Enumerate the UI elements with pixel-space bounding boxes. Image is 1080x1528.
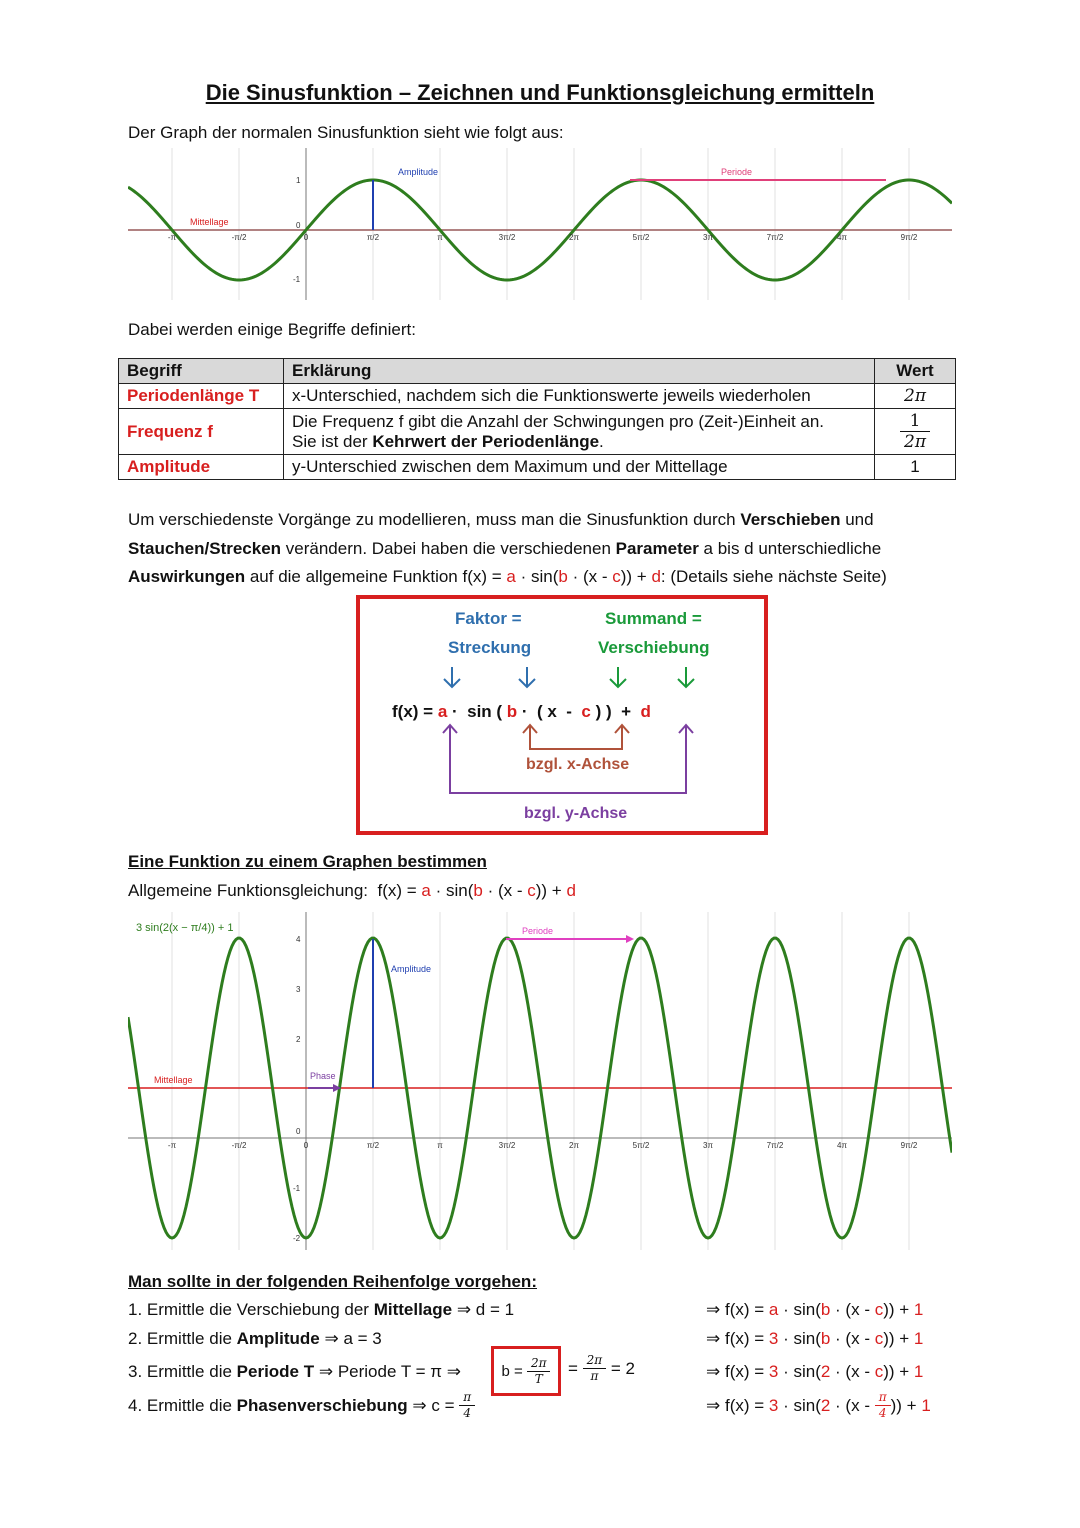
s2p-bold: Amplitude (236, 1329, 320, 1348)
formula-mid3: ) ) + (590, 702, 641, 721)
graph2-periode-label: Periode (522, 926, 554, 936)
explanation-frequenz-line2-pre: Sie ist der (292, 431, 373, 451)
r1-a: a (768, 1300, 779, 1319)
r4-pre: ⇒ f(x) = (706, 1395, 769, 1415)
s2-c: c (527, 881, 536, 900)
r3-b: 2 (820, 1362, 831, 1381)
graph2-ytick-3: 3 (296, 985, 301, 994)
para-l1a: Um verschiedenste Vorgänge zu modellieren, muss man die Sinusfunktion durch (128, 510, 741, 529)
value-frequenz-den: 2π (904, 432, 926, 452)
r3-m1: · sin( (778, 1362, 821, 1381)
graph2-ytick-0: 0 (296, 1127, 301, 1136)
graph1-ytick-1: 1 (296, 176, 301, 185)
step-3-b-formula-box (491, 1346, 561, 1396)
s4-bold: Phasenverschiebung (236, 1395, 408, 1415)
sine-graph-normal (128, 148, 952, 300)
result-4 (706, 1390, 931, 1421)
graph1-ytick-minus1: -1 (293, 275, 301, 284)
s4-num: π (459, 1390, 475, 1406)
step-3 (128, 1362, 461, 1382)
page-title: Die Sinusfunktion – Zeichnen und Funktionsgleichung ermitteln (205, 80, 875, 105)
r3-pre: ⇒ f(x) = (706, 1362, 769, 1381)
graph1-grid (172, 148, 909, 300)
section2-heading: Eine Funktion zu einem Graphen bestimmen (128, 852, 487, 871)
r2-m2: · (x - (830, 1329, 875, 1348)
formula-d: d (640, 702, 651, 721)
graph1-x-ticks (168, 233, 918, 242)
formula-c: c (581, 702, 591, 721)
r4-d: 1 (921, 1395, 931, 1415)
graph2-function-label: 3 sin(2(x − π/4)) + 1 (136, 922, 234, 934)
streckung-label: Streckung (448, 638, 532, 657)
x-tick-label: 0 (303, 1141, 309, 1150)
r4-m2: · (x - (830, 1395, 875, 1415)
x-tick-label: π/2 (366, 1141, 380, 1150)
parameter-paragraph (128, 506, 948, 592)
definitions-table (118, 358, 956, 480)
s3-eq-den: π (590, 1369, 599, 1383)
x-tick-label: -π (167, 1141, 177, 1150)
r1-d: 1 (913, 1300, 924, 1319)
s2-mid2: · (x - (482, 881, 528, 900)
value-frequenz-num: 1 (900, 411, 930, 432)
x-tick-label: -π/2 (231, 233, 247, 242)
para-l1c: und (840, 510, 874, 529)
table-row (119, 409, 956, 455)
para-param-b: b (558, 567, 568, 586)
x-tick-label: 9π/2 (900, 233, 918, 242)
r4-c-den: 4 (878, 1406, 887, 1420)
x-tick-label: 3π/2 (498, 233, 516, 242)
formula-mid1: · sin ( (447, 702, 507, 721)
s2p-pre: 2. Ermittle die (128, 1329, 237, 1348)
header-wert: Wert (875, 359, 956, 384)
r3-m2: · (x - (830, 1362, 875, 1381)
intro-text: Der Graph der normalen Sinusfunktion sieht wie folgt aus: (128, 123, 564, 142)
verschiebung-label: Verschiebung (598, 638, 710, 657)
r3-d: 1 (913, 1362, 924, 1381)
faktor-label: Faktor = (455, 609, 522, 628)
s3-bold: Periode T (236, 1362, 315, 1381)
s3-pre: 3. Ermittle die (128, 1362, 237, 1381)
result-1 (706, 1300, 923, 1320)
s3-eq-num: 2π (583, 1353, 607, 1369)
r2-a: 3 (768, 1329, 779, 1348)
r4-m3: )) + (890, 1395, 922, 1415)
section2-general-formula (128, 881, 576, 901)
s2p-post: ⇒ a = 3 (319, 1329, 382, 1348)
table-row (119, 455, 956, 480)
r1-pre: ⇒ f(x) = (706, 1300, 769, 1319)
graph1-amplitude-label: Amplitude (398, 167, 439, 177)
para-param-a: a (506, 567, 516, 586)
x-tick-label: 7π/2 (766, 1141, 784, 1150)
x-tick-label: 4π (837, 1141, 847, 1150)
explanation-frequenz-line2-post: . (599, 431, 604, 451)
para-l3a: Auswirkungen (128, 567, 246, 586)
r1-m1: · sin( (778, 1300, 821, 1319)
s3-box-den: T (534, 1371, 543, 1386)
x-tick-label: 0 (303, 233, 309, 242)
s3-result: = 2 (606, 1358, 636, 1378)
r2-b: b (820, 1329, 831, 1348)
step-3-result: = $\frac{2\pi}{\pi}$ = 2 (568, 1353, 636, 1383)
graph2-mittellage-label: Mittellage (154, 1075, 193, 1085)
x-tick-label: 2π (569, 233, 579, 242)
r2-pre: ⇒ f(x) = (706, 1329, 769, 1348)
graph1-mittellage-label: Mittellage (190, 217, 229, 227)
para-l3d: · (x - (567, 567, 613, 586)
s1-pre: 1. Ermittle die Verschiebung der (128, 1300, 374, 1319)
summand-label: Summand = (605, 609, 702, 628)
graph2-periode-arrowhead (626, 935, 634, 943)
x-tick-label: π (437, 233, 443, 242)
s2-mid3: )) + (535, 881, 567, 900)
para-l2c: Parameter (615, 538, 699, 558)
x-tick-label: 3π (703, 1141, 713, 1150)
general-formula (392, 702, 651, 722)
s3-box-num: 2π (527, 1356, 551, 1372)
r4-b: 2 (820, 1395, 831, 1415)
term-amplitude: Amplitude (119, 455, 284, 480)
result-2 (706, 1329, 923, 1349)
x-tick-label: π/2 (366, 233, 380, 242)
value-amplitude: 1 (875, 455, 956, 480)
x-tick-label: π (437, 1141, 443, 1150)
r1-m2: · (x - (830, 1300, 875, 1319)
s1-post: ⇒ d = 1 (452, 1300, 515, 1319)
x-tick-label: -π (167, 233, 177, 242)
para-l2b: verändern. Dabei haben die verschiedenen (281, 538, 616, 558)
x-axis-label: bzgl. x-Achse (526, 756, 630, 773)
r2-m3: )) + (883, 1329, 914, 1348)
r3-m3: )) + (883, 1362, 914, 1381)
sine-graph-transformed (128, 912, 952, 1250)
x-tick-label: 7π/2 (766, 233, 784, 242)
s1-bold: Mittellage (373, 1300, 453, 1319)
para-l3e: )) + (620, 567, 652, 586)
s4-post: ⇒ c = (407, 1395, 460, 1415)
explanation-frequenz-line2-bold: Kehrwert der Periodenlänge (372, 431, 600, 451)
explanation-frequenz-line1: Die Frequenz f gibt die Anzahl der Schwingungen pro (Zeit-)Einheit an. (292, 411, 825, 431)
table-header-row (119, 359, 956, 384)
graph1-periode-label: Periode (721, 167, 753, 177)
x-tick-label: 5π/2 (632, 1141, 650, 1150)
x-tick-label: 4π (837, 233, 847, 242)
para-l3f: : (Details siehe nächste Seite) (660, 567, 887, 586)
formula-mid2: · ( x - (517, 702, 582, 721)
para-param-c: c (612, 567, 621, 586)
para-param-d: d (651, 567, 661, 586)
x-tick-label: -π/2 (231, 1141, 247, 1150)
formula-a: a (437, 702, 448, 721)
r1-b: b (820, 1300, 831, 1319)
graph2-ytick-4: 4 (296, 935, 301, 944)
result-3 (706, 1362, 923, 1382)
formula-start: f(x) = (392, 702, 438, 721)
s2-a: a (421, 881, 431, 900)
s4-pre: 4. Ermittle die (128, 1395, 237, 1415)
definitions-intro: Dabei werden einige Begriffe definiert: (128, 320, 416, 339)
r4-m1: · sin( (778, 1395, 821, 1415)
para-l2a: Stauchen/Strecken (128, 538, 282, 558)
x-tick-label: 2π (569, 1141, 579, 1150)
s3-box-pre: b = (501, 1362, 527, 1380)
s3-post: ⇒ Periode T = π ⇒ (314, 1362, 461, 1381)
x-tick-label: 3π/2 (498, 1141, 516, 1150)
s2-d: d (566, 881, 576, 900)
x-tick-label: 5π/2 (632, 233, 650, 242)
s2-mid1: · sin( (430, 881, 474, 900)
x-tick-label: 3π (703, 233, 713, 242)
para-l3c: · sin( (515, 567, 559, 586)
y-axis-label: bzgl. y-Achse (524, 805, 628, 822)
value-frequenz (875, 409, 956, 455)
term-frequenz: Frequenz f (119, 409, 284, 455)
explanation-periodenlaenge: x-Unterschied, nachdem sich die Funktionswerte jeweils wiederholen (284, 384, 875, 409)
parameter-diagram-box (356, 595, 768, 835)
r3-a: 3 (768, 1362, 779, 1381)
r4-c-num: π (875, 1390, 891, 1406)
value-periodenlaenge: 2π (875, 384, 956, 409)
s2-b: b (473, 881, 483, 900)
explanation-frequenz (284, 409, 875, 455)
header-erklaerung: Erklärung (284, 359, 875, 384)
r2-d: 1 (913, 1329, 924, 1348)
step-1 (128, 1300, 514, 1320)
graph2-ytick-minus1: -1 (293, 1184, 301, 1193)
steps-heading: Man sollte in der folgenden Reihenfolge vorgehen: (128, 1272, 537, 1291)
para-l3b: auf die allgemeine Funktion f(x) = (245, 567, 507, 586)
step-4 (128, 1390, 475, 1421)
r1-c: c (874, 1300, 884, 1319)
r2-c: c (874, 1329, 884, 1348)
r2-m1: · sin( (778, 1329, 821, 1348)
r4-a: 3 (768, 1395, 779, 1415)
step-2 (128, 1329, 382, 1349)
r1-m3: )) + (883, 1300, 914, 1319)
header-begriff: Begriff (119, 359, 284, 384)
s4-den: 4 (463, 1406, 472, 1420)
explanation-amplitude: y-Unterschied zwischen dem Maximum und der Mittellage (284, 455, 875, 480)
s2-pre: Allgemeine Funktionsgleichung: f(x) = (128, 881, 422, 900)
table-row (119, 384, 956, 409)
r3-c: c (874, 1362, 884, 1381)
para-l1b: Verschieben (740, 510, 841, 529)
formula-b: b (506, 702, 518, 721)
graph2-amplitude-label: Amplitude (391, 964, 432, 974)
para-l2d: a bis d unterschiedliche (698, 538, 882, 558)
graph1-ytick-0: 0 (296, 221, 301, 230)
graph2-ytick-minus2: -2 (293, 1234, 301, 1243)
graph2-phase-label: Phase (310, 1071, 336, 1081)
x-tick-label: 9π/2 (900, 1141, 918, 1150)
graph2-ytick-2: 2 (296, 1035, 301, 1044)
term-periodenlaenge: Periodenlänge T (119, 384, 284, 409)
